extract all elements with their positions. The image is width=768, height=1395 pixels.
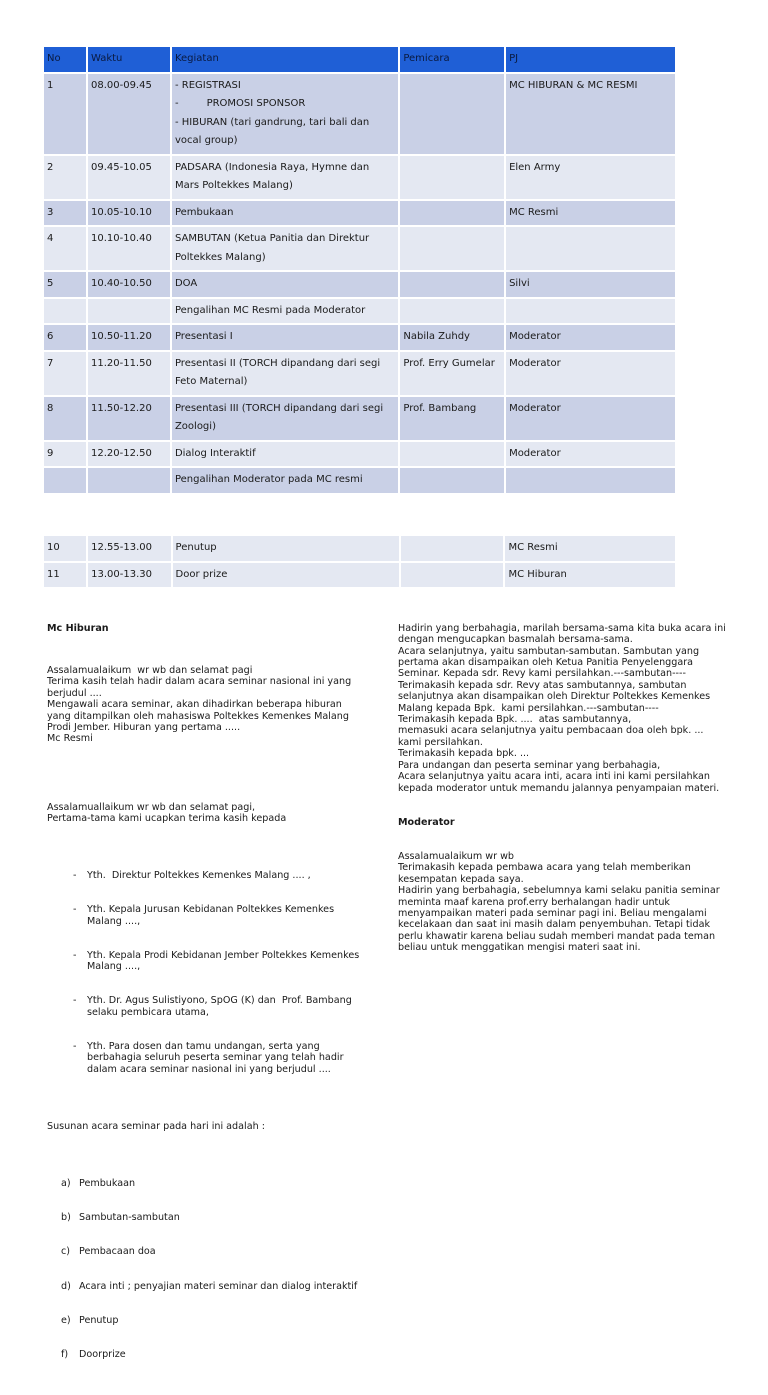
cell-waktu: 09.45-10.05: [88, 156, 170, 199]
list-item: - Yth. Para dosen dan tamu undangan, serta yang berbahagia seluruh peserta seminar yang telah hadir dalam acara seminar nasional ini yang berjudul ....: [73, 1041, 367, 1075]
cell-no: 5: [44, 272, 86, 297]
cell-no: [44, 468, 86, 493]
cell-no: 2: [44, 156, 86, 199]
cell-kegiatan: Penutup: [173, 536, 399, 561]
cell-kegiatan: Pembukaan: [172, 201, 398, 226]
cell-pj: [506, 299, 675, 324]
cell-pemicara: [401, 563, 503, 588]
kegiatan-line: - REGISTRASI: [174, 79, 241, 91]
cell-pj: Moderator: [506, 325, 675, 350]
table-row: [44, 325, 675, 350]
cell-waktu: 13.00-13.30: [88, 563, 170, 588]
cell-kegiatan: Pengalihan Moderator pada MC resmi: [172, 468, 398, 493]
table-row: [44, 299, 675, 324]
paragraph: Assalamualaikum wr wb dan selamat pagi Terima kasih telah hadir dalam acara seminar nasional ini yang berjudul .... Mengawali acara seminar, akan dihadirkan beberapa hiburan yang ditampilkan oleh mahasiswa Poltekkes Kemenkes Malang Prodi Jember. Hiburan yang pertama ..... Mc Resmi: [47, 665, 352, 745]
cell-no: 11: [44, 563, 86, 588]
table-row: [44, 442, 675, 467]
list-item: - Yth. Kepala Prodi Kebidanan Jember Poltekkes Kemenkes Malang ....,: [73, 950, 367, 973]
schedule-table-continued: [42, 534, 677, 589]
table-row: [44, 156, 675, 199]
cell-pemicara: [400, 201, 504, 226]
header-pemicara: Pemicara: [400, 47, 504, 72]
cell-pj: MC Resmi: [506, 201, 675, 226]
cell-pemicara: [400, 442, 504, 467]
mc-resmi-script: [398, 600, 728, 965]
cell-no: 3: [44, 201, 86, 226]
cell-kegiatan: Pengalihan MC Resmi pada Moderator: [172, 299, 398, 324]
list-item: a) Pembukaan: [61, 1177, 136, 1189]
paragraph: Susunan acara seminar pada hari ini adalah :: [47, 1120, 265, 1132]
cell-waktu: 10.10-10.40: [88, 227, 170, 270]
cell-kegiatan: [172, 74, 398, 154]
cell-waktu: [88, 468, 170, 493]
cell-pj: MC Hiburan: [505, 563, 675, 588]
table-header: [44, 47, 675, 72]
cell-waktu: 12.55-13.00: [88, 536, 170, 561]
cell-no: 7: [44, 352, 86, 395]
table-row: [44, 201, 675, 226]
agenda-list: [47, 1155, 367, 1383]
schedule-table: [42, 45, 677, 495]
cell-no: 9: [44, 442, 86, 467]
cell-no: 4: [44, 227, 86, 270]
cell-kegiatan: PADSARA (Indonesia Raya, Hymne dan Mars Poltekkes Malang): [172, 156, 398, 199]
cell-waktu: [88, 299, 170, 324]
table-row: [44, 397, 675, 440]
section-title: Mc Hiburan: [47, 622, 109, 634]
cell-pemicara: [400, 74, 504, 154]
cell-waktu: 10.50-11.20: [88, 325, 170, 350]
list-item: d) Acara inti ; penyajian materi seminar dan dialog interaktif: [61, 1280, 358, 1292]
list-item: e) Penutup: [61, 1314, 119, 1326]
cell-pemicara: [400, 156, 504, 199]
header-pj: PJ: [506, 47, 675, 72]
list-item: - Yth. Kepala Jurusan Kebidanan Poltekkes Kemenkes Malang ....,: [73, 904, 367, 927]
cell-pemicara: [400, 227, 504, 270]
cell-pemicara: [400, 299, 504, 324]
list-item: b) Sambutan-sambutan: [61, 1212, 180, 1224]
cell-pemicara: [401, 536, 503, 561]
cell-no: 6: [44, 325, 86, 350]
cell-waktu: 12.20-12.50: [88, 442, 170, 467]
header-kegiatan: Kegiatan: [172, 47, 398, 72]
kegiatan-line: - HIBURAN (tari gandrung, tari bali dan vocal group): [174, 116, 370, 146]
cell-pj: Silvi: [506, 272, 675, 297]
cell-kegiatan: DOA: [172, 272, 398, 297]
cell-kegiatan: Presentasi III (TORCH dipandang dari segi Zoologi): [172, 397, 398, 440]
cell-pemicara: [400, 468, 504, 493]
mc-hiburan-script: [47, 600, 367, 1395]
cell-pj: Elen Army: [506, 156, 675, 199]
cell-kegiatan: SAMBUTAN (Ketua Panitia dan Direktur Poltekkes Malang): [172, 227, 398, 270]
cell-pemicara: Prof. Erry Gumelar: [400, 352, 504, 395]
cell-pj: Moderator: [506, 352, 675, 395]
cell-pj: MC Resmi: [505, 536, 675, 561]
list-item: - Yth. Direktur Poltekkes Kemenkes Malang .... ,: [73, 870, 367, 881]
cell-kegiatan: Presentasi I: [172, 325, 398, 350]
cell-waktu: 11.20-11.50: [88, 352, 170, 395]
cell-kegiatan: Presentasi II (TORCH dipandang dari segi Feto Maternal): [172, 352, 398, 395]
paragraph: Hadirin yang berbahagia, marilah bersama-sama kita buka acara ini dengan mengucapkan basmalah bersama-sama. Acara selanjutnya, yaitu sambutan-sambutan. Sambutan yang pertama akan disampaikan oleh Ketua Panitia Penyelenggara Seminar. Kepada sdr. Revy kami persilahkan.---sambutan---- Terimakasih kepada sdr. Revy atas sambutannya, sambutan selanjutnya akan disampaikan oleh Direktur Poltekkes Kemenkes Malang kepada Bpk. kami persilahkan.---sambutan---- Terimakasih kepada Bpk. .... atas sambutannya, memasuki acara selanjutnya yaitu pembacaan doa oleh bpk. ... kami persilahkan. Terimakasih kepada bpk. ... Para undangan dan peserta seminar yang berbahagia, Acara selanjutnya yaitu acara inti, acara inti ini kami persilahkan kepada moderator untuk memandu jalannya penyampaian materi.: [398, 622, 726, 794]
cell-no: 1: [44, 74, 86, 154]
cell-kegiatan: Dialog Interaktif: [172, 442, 398, 467]
cell-no: [44, 299, 86, 324]
header-no: No: [44, 47, 86, 72]
table-row: [44, 74, 675, 154]
table-row: [44, 563, 675, 588]
table-row: [44, 536, 675, 561]
cell-pemicara: Nabila Zuhdy: [400, 325, 504, 350]
greeting-list: [47, 847, 367, 1098]
list-item: f) Doorprize: [61, 1349, 126, 1360]
cell-pj: MC HIBURAN & MC RESMI: [506, 74, 675, 154]
cell-pj: [506, 227, 675, 270]
paragraph: Assalamuallaikum wr wb dan selamat pagi, Pertama-tama kami ucapkan terima kasih kepada: [47, 801, 287, 824]
table-row: [44, 272, 675, 297]
cell-waktu: 10.40-10.50: [88, 272, 170, 297]
header-waktu: Waktu: [88, 47, 170, 72]
cell-waktu: 10.05-10.10: [88, 201, 170, 226]
kegiatan-subitem: PROMOSI SPONSOR: [206, 98, 306, 109]
cell-waktu: 11.50-12.20: [88, 397, 170, 440]
cell-kegiatan: Door prize: [173, 563, 399, 588]
paragraph: Assalamualaikum wr wb Terimakasih kepada pembawa acara yang telah memberikan kesempatan kepada saya. Hadirin yang berbahagia, sebelumnya kami selaku panitia seminar meminta maaf karena prof.erry berhalangan hadir untuk menyampaikan materi pada seminar pagi ini. Beliau mengalami kecelakaan dan saat ini masih dalam penyembuhan. Tetapi tidak perlu khawatir karena beliau sudah memberi mandat pada teman beliau untuk menggatikan mengisi materi saat ini.: [398, 850, 720, 954]
cell-pj: Moderator: [506, 397, 675, 440]
table-row: [44, 227, 675, 270]
list-item: c) Pembacaan doa: [61, 1246, 156, 1258]
table-row: [44, 468, 675, 493]
cell-pemicara: [400, 272, 504, 297]
cell-pj: [506, 468, 675, 493]
cell-pj: Moderator: [506, 442, 675, 467]
table-row: [44, 352, 675, 395]
cell-waktu: 08.00-09.45: [88, 74, 170, 154]
kegiatan-line: - PROMOSI SPONSOR: [175, 95, 395, 114]
cell-no: 10: [44, 536, 86, 561]
list-item: - Yth. Dr. Agus Sulistiyono, SpOG (K) dan Prof. Bambang selaku pembicara utama,: [73, 995, 367, 1018]
cell-pemicara: Prof. Bambang: [400, 397, 504, 440]
cell-no: 8: [44, 397, 86, 440]
section-title: Moderator: [398, 816, 455, 828]
